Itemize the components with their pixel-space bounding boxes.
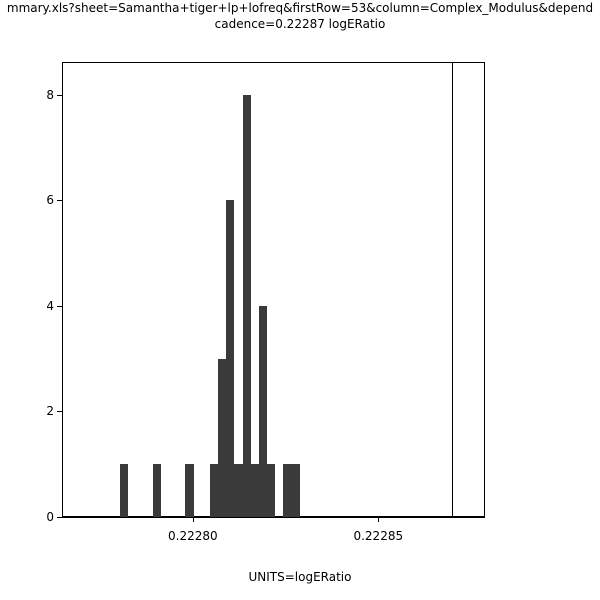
y-tick-label: 8 [46,87,54,102]
y-tick-label: 2 [46,404,54,419]
plot-area [62,62,485,518]
histogram-bar [210,464,218,517]
x-tick-label: 0.22280 [168,529,218,543]
x-tick-mark [378,517,379,522]
chart-title-line-2: cadence=0.22287 logERatio [214,17,386,31]
histogram-bar [120,464,128,517]
y-tick-mark [57,517,62,518]
histogram-bar [226,200,234,517]
histogram-bar [218,359,226,517]
x-tick-label: 0.22285 [353,529,404,543]
histogram-bar [267,464,275,517]
histogram-bar [251,464,259,517]
histogram-bar [153,464,161,517]
histogram-bar [185,464,193,517]
y-tick-mark [57,95,62,96]
chart-title-line-1: mmary.xls?sheet=Samantha+tiger+lp+lofreq&firstRow=53&column=Complex_Modulus&depend [6,1,594,15]
histogram-bar [259,306,267,517]
x-tick-mark [193,517,194,522]
histogram-bar [283,464,291,517]
histogram-bar [243,95,251,517]
y-tick-label: 4 [46,298,54,313]
y-tick-mark [57,306,62,307]
y-tick-label: 6 [46,193,54,208]
x-axis-title: UNITS=logERatio [248,570,352,584]
y-tick-mark [57,411,62,412]
histogram-bar [234,464,242,517]
y-tick-mark [57,200,62,201]
histogram-bar [291,464,299,517]
chart-title [0,0,600,32]
cadence-marker-line [452,63,453,518]
y-tick-label: 0 [46,510,54,524]
